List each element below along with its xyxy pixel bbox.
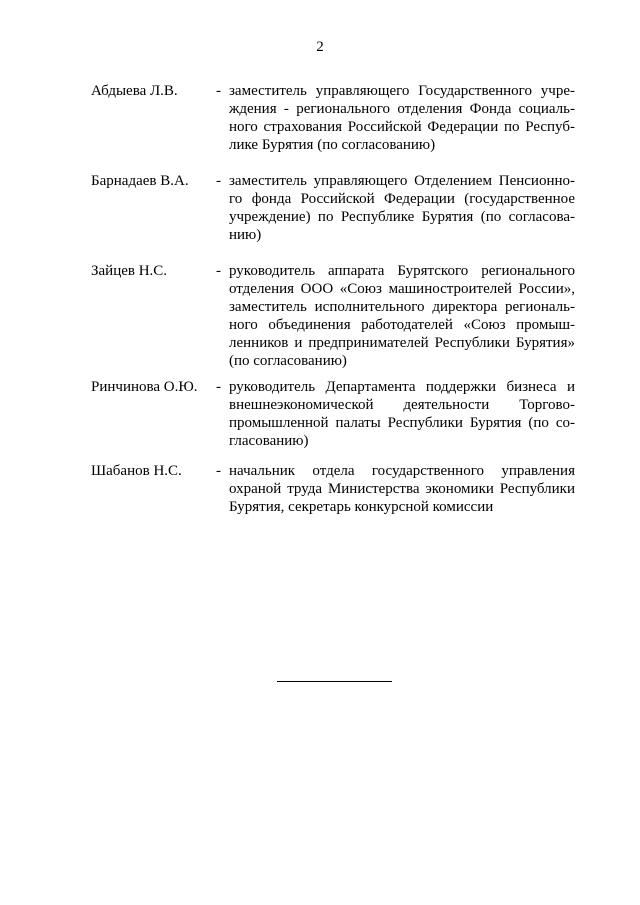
member-position-line: охраной труда Министерства экономики Республики <box>229 481 575 497</box>
member-name: Барнадаев В.А. <box>91 173 189 189</box>
member-position-line: ного объединения работодателей «Союз промыш- <box>229 317 575 333</box>
member-position <box>229 262 575 370</box>
member-position-line: заместитель управляющего Отделением Пенсионно- <box>229 173 575 189</box>
member-position <box>229 172 575 244</box>
commission-members-list <box>91 82 575 516</box>
member-entry <box>91 172 575 244</box>
member-position-line: руководитель Департамента поддержки бизнеса и <box>229 379 575 395</box>
member-position-line: го фонда Российской Федерации (государственное <box>229 191 575 207</box>
member-entry <box>91 82 575 154</box>
member-position-line: внешнеэкономической деятельности Торгово- <box>229 397 575 413</box>
member-position-line: руководитель аппарата Бурятского регионального <box>229 263 575 279</box>
member-position <box>229 378 575 450</box>
member-dash: - <box>216 173 221 189</box>
member-position-line: начальник отдела государственного управления <box>229 463 575 479</box>
member-position-line: промышленной палаты Республики Бурятия (по со- <box>229 415 575 431</box>
member-entry <box>91 262 575 370</box>
member-position-line: лике Бурятия (по согласованию) <box>229 137 436 153</box>
member-dash: - <box>216 263 221 279</box>
page-number: 2 <box>316 39 324 55</box>
end-divider-line <box>277 681 392 682</box>
member-position-line: гласованию) <box>229 433 309 449</box>
member-position-line: нию) <box>229 227 262 243</box>
member-position-line: учреждение) по Республике Бурятия (по согласова- <box>229 209 575 225</box>
member-position-line: ного страхования Российской Федерации по Респуб- <box>229 119 575 135</box>
member-entry <box>91 462 575 516</box>
member-position-line: Бурятия, секретарь конкурсной комиссии <box>229 499 494 515</box>
member-position-line: ждения - регионального отделения Фонда социаль- <box>229 101 575 117</box>
member-position-line: (по согласованию) <box>229 353 347 369</box>
member-entry <box>91 378 575 450</box>
member-position-line: ленников и предпринимателей Республики Бурятия» <box>229 335 575 351</box>
member-position-line: заместитель исполнительного директора региональ- <box>229 299 575 315</box>
member-dash: - <box>216 463 221 479</box>
member-name: Абдыева Л.В. <box>91 83 178 99</box>
member-name: Зайцев Н.С. <box>91 263 168 279</box>
member-name: Ринчинова О.Ю. <box>91 379 198 395</box>
member-position-line: заместитель управляющего Государственного учре- <box>229 83 575 99</box>
member-dash: - <box>216 83 221 99</box>
member-position <box>229 462 575 516</box>
member-position-line: отделения ООО «Союз машиностроителей России», <box>229 281 575 297</box>
member-name: Шабанов Н.С. <box>91 463 182 479</box>
member-dash: - <box>216 379 221 395</box>
member-position <box>229 82 575 154</box>
